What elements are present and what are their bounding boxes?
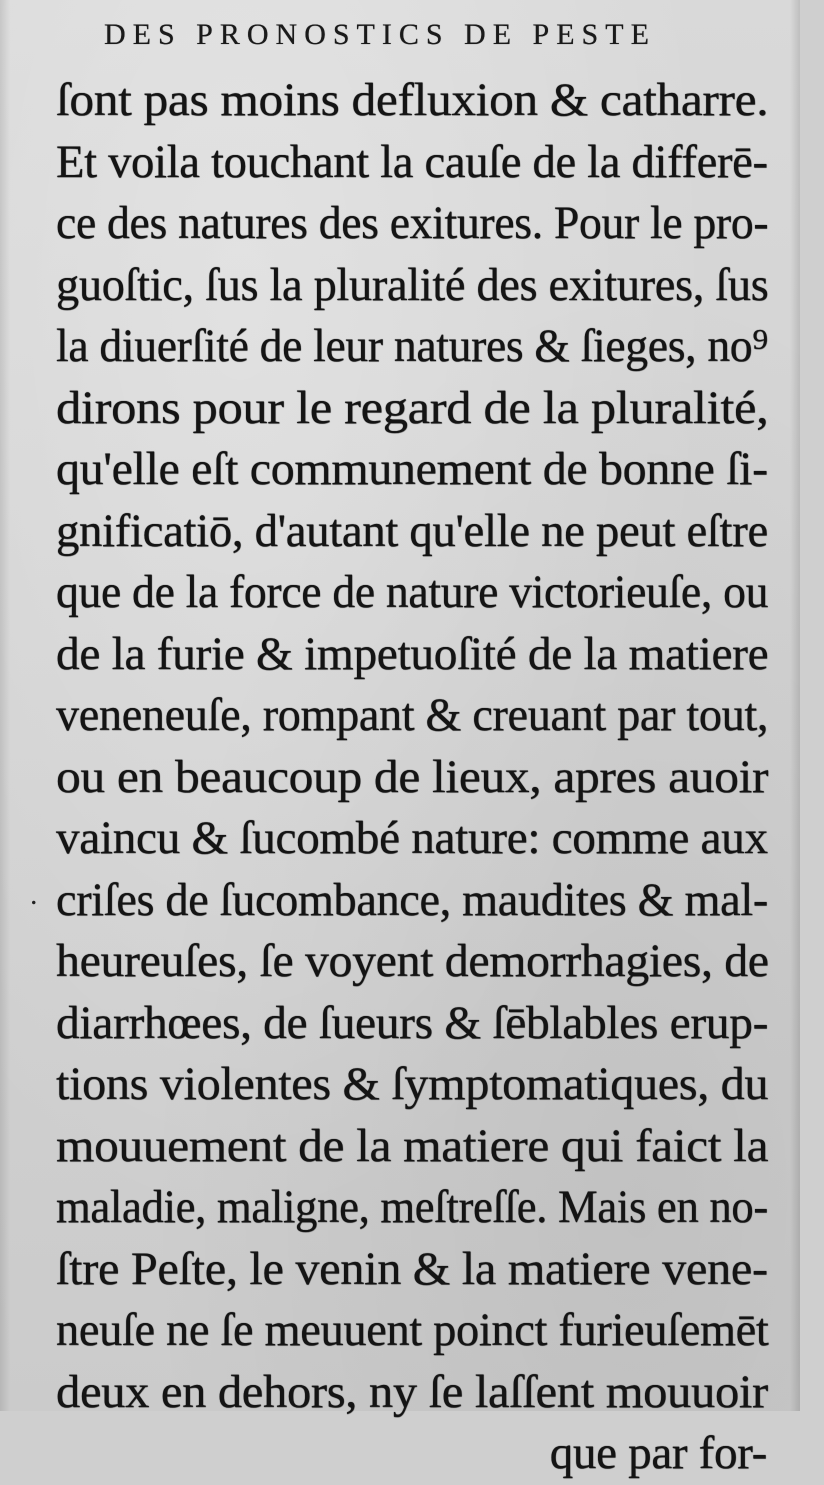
running-head: DES PRONOSTICS DE PESTE <box>104 18 656 51</box>
margin-mark: . <box>30 878 38 911</box>
text-line: gnificatiō, d'autant qu'elle ne peut eſtre <box>56 504 768 557</box>
text-line: Et voila touchant la cauſe de la differē- <box>56 135 768 188</box>
text-line: veneneuſe, rompant & creuant par tout, <box>56 689 769 741</box>
text-line: ſtre Peſte, le venin & la matiere vene- <box>56 1242 768 1295</box>
text-line: qu'elle eſt communement de bonne ſi- <box>56 443 768 495</box>
text-line: vaincu & ſucombé nature: comme aux <box>56 812 768 864</box>
text-line: ſont pas moins defluxion & catharre. <box>56 74 769 126</box>
text-line: tions violentes & ſymptomatiques, du <box>56 1058 769 1110</box>
text-line: mouuement de la matiere qui faict la <box>56 1119 769 1172</box>
text-line: diarrhœes, de ſueurs & ſēblables erup- <box>56 996 769 1049</box>
text-line: ou en beaucoup de lieux, apres auoir <box>56 750 769 803</box>
body-text <box>56 70 771 1485</box>
text-line: que de la force de nature victorieuſe, ou <box>56 566 769 618</box>
text-line: deux en dehors, ny ſe laſſent mouuoir <box>56 1365 768 1418</box>
text-line: dirons pour le regard de la pluralité, <box>56 381 769 434</box>
text-line: maladie, maligne, meſtreſſe. Mais en no- <box>56 1181 768 1233</box>
text-line: la diuerſité de leur natures & ſieges, no⁹ <box>56 320 768 372</box>
page-left-edge-shadow <box>0 0 10 1411</box>
text-line: ce des natures des exitures. Pour le pro- <box>56 197 769 249</box>
text-line: de la furie & impetuoſité de la matiere <box>56 627 769 680</box>
page-right-edge-shadow <box>790 0 800 1411</box>
catchword: que par for- <box>549 1427 767 1479</box>
text-line: guoſtic, ſus la pluralité des exitures, ſus <box>56 258 769 311</box>
text-line: heureuſes, ſe voyent demorrhagies, de <box>56 935 769 987</box>
text-line: criſes de ſucombance, maudites & mal- <box>56 873 768 926</box>
text-line: neuſe ne ſe meuuent poinct furieuſemēt <box>56 1304 769 1356</box>
